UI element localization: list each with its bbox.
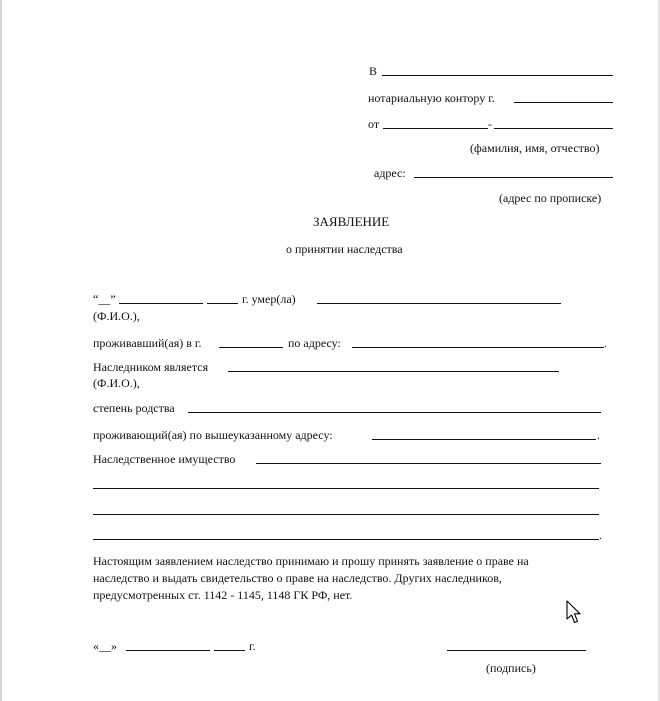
heir-name-line xyxy=(228,371,559,372)
death-month-line xyxy=(119,303,203,304)
estate-line-2 xyxy=(93,488,599,489)
kinship-label: степень родства xyxy=(93,401,175,415)
died-label: г. умер(ла) xyxy=(242,292,296,306)
signature-hint: (подпись) xyxy=(486,661,536,675)
estate-line-1 xyxy=(256,463,601,464)
from-label: от xyxy=(368,117,380,131)
sign-year-line xyxy=(214,650,245,651)
lived-in-label: проживавший(ая) в г. xyxy=(93,336,202,350)
fio-label-1: (Ф.И.О.), xyxy=(93,309,140,323)
deceased-address-line xyxy=(352,347,604,348)
office-label: нотариальную контору г. xyxy=(368,91,495,105)
document-title: ЗАЯВЛЕНИЕ xyxy=(313,214,390,229)
address-label: адрес: xyxy=(374,166,406,180)
heir-address-line xyxy=(372,439,596,440)
period-3: . xyxy=(599,528,602,542)
signature-line xyxy=(447,650,586,651)
deceased-city-line xyxy=(219,347,283,348)
from-line-1 xyxy=(383,128,488,129)
sign-year-label: г. xyxy=(249,639,256,653)
estate-label: Наследственное имущество xyxy=(93,452,236,466)
address-line xyxy=(414,177,613,178)
mouse-pointer-icon xyxy=(566,600,582,626)
estate-line-3 xyxy=(93,514,599,515)
document-subtitle: о принятии наследства xyxy=(286,242,403,256)
to-label: В xyxy=(369,64,378,78)
period-1: . xyxy=(604,336,607,350)
heir-label: Наследником является xyxy=(93,360,209,374)
office-city-line xyxy=(514,102,613,103)
declaration-line: Настоящим заявлением наследство принимаю и прошу принять заявление о праве на xyxy=(93,554,529,568)
sign-date-quote: «__» xyxy=(93,639,117,653)
to-line xyxy=(382,75,613,76)
from-dash: - xyxy=(488,117,492,131)
from-line-2 xyxy=(494,128,613,129)
page-edge-left xyxy=(0,0,2,701)
declaration-line: наследство и выдать свидетельство о праве на наследство. Других наследников, xyxy=(93,571,502,585)
heir-address-label: проживающий(ая) по вышеуказанному адресу: xyxy=(93,428,333,442)
death-date-quote: “__” xyxy=(93,292,116,306)
sign-month-line xyxy=(126,650,210,651)
deceased-name-line xyxy=(317,303,561,304)
at-address-label: по адресу: xyxy=(288,336,341,350)
fio-hint: (фамилия, имя, отчество) xyxy=(470,141,600,155)
estate-line-4 xyxy=(93,539,599,540)
death-year-line xyxy=(207,303,238,304)
kinship-line xyxy=(188,412,601,413)
address-hint: (адрес по прописке) xyxy=(499,191,602,205)
period-2: . xyxy=(597,428,600,442)
declaration-line: предусмотренных ст. 1142 - 1145, 1148 ГК РФ, нет. xyxy=(93,588,353,602)
fio-label-2: (Ф.И.О.), xyxy=(93,376,140,390)
